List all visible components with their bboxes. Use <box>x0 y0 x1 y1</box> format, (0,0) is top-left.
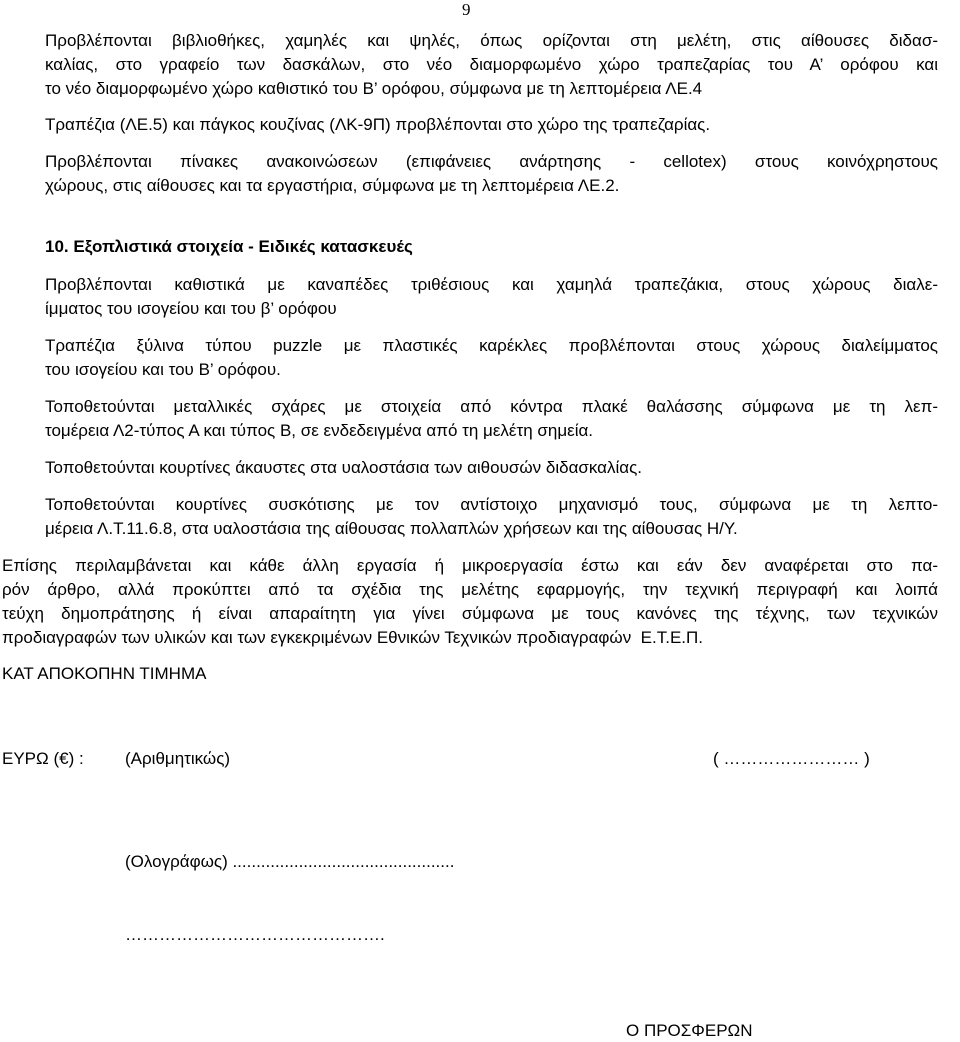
section-heading: 10. Εξοπλιστικά στοιχεία - Ειδικές κατασκευές <box>45 237 413 256</box>
paragraph-curtains: Τοποθετούνται κουρτίνες άκαυστες στα υαλοστάσια των αιθουσών διδασκαλίας. <box>45 458 643 477</box>
text-line: χώρους, στις αίθουσες και τα εργαστήρια, σύμφωνα με τη λεπτομέρεια ΛΕ.2. <box>45 176 620 195</box>
text-line: Προβλέπονται πίνακες ανακοινώσεων (επιφάνειες ανάρτησης - cellotex) στους κοινόχρηστους <box>45 152 938 171</box>
currency-label: ΕΥΡΩ (€) : <box>2 749 84 768</box>
text-line: καλίας, στο γραφείο των δασκάλων, στο νέο διαμορφωμένο χώρο τραπεζαρίας του Α’ ορόφου και <box>45 55 938 74</box>
text-line: προδιαγραφών των υλικών και των εγκεκριμένων Εθνικών Τεχνικών προδιαγραφών Ε.Τ.Ε.Π. <box>2 628 704 647</box>
text-line: Επίσης περιλαμβάνεται και κάθε άλλη εργασία ή μικροεργασία έστω και εάν δεν αναφέρεται στο πα- <box>2 556 938 575</box>
numeric-blank: ( …………………… ) <box>713 749 870 768</box>
price-title: ΚΑΤ ΑΠΟΚΟΠΗΝ ΤΙΜΗΜΑ <box>2 664 207 683</box>
text-line: Τοποθετούνται κουρτίνες συσκότισης με τον αντίστοιχο μηχανισμό τους, σύμφωνα με τη λεπτο- <box>45 495 938 514</box>
text-line: του ισογείου και του Β’ ορόφου. <box>45 360 281 379</box>
words-label: (Ολογράφως) ............................................... <box>125 852 455 871</box>
text-line: τομέρεια Λ2-τύπος Α και τύπος Β, σε ενδεδειγμένα από τη μελέτη σημεία. <box>45 421 594 440</box>
text-line: Τραπέζια ξύλινα τύπου puzzle με πλαστικές καρέκλες προβλέπονται στους χώρους διαλείμματος <box>45 336 938 355</box>
text-line: μέρεια Λ.Τ.11.6.8, στα υαλοστάσια της αίθουσας πολλαπλών χρήσεων και της αίθουσας Η/Υ. <box>45 519 738 538</box>
text-line: τεύχη δημοπράτησης ή είναι απαραίτητη για γίνει σύμφωνα με τους κανόνες της τέχνης, των τεχνικών <box>2 604 938 623</box>
signature-label: Ο ΠΡΟΣΦΕΡΩΝ <box>626 1021 753 1040</box>
text-line: Προβλέπονται καθιστικά με καναπέδες τριθέσιους και χαμηλά τραπεζάκια, στους χώρους διαλε- <box>45 275 938 294</box>
text-line: Προβλέπονται βιβλιοθήκες, χαμηλές και ψηλές, όπως ορίζονται στη μελέτη, στις αίθουσες διδασ- <box>45 31 938 50</box>
text-line: ρόν άρθρο, αλλά προκύπτει από τα σχέδια της μελέτης εφαρμογής, την τεχνική περιγραφή και λοιπά <box>2 580 938 599</box>
numeric-label: (Αριθμητικώς) <box>125 749 231 768</box>
page-number: 9 <box>462 0 471 19</box>
words-blank: ………………………………………. <box>125 925 385 944</box>
text-line: Τοποθετούνται μεταλλικές σχάρες με στοιχεία από κόντρα πλακέ θαλάσσης σύμφωνα με τη λεπ- <box>45 397 938 416</box>
paragraph-tables: Τραπέζια (ΛΕ.5) και πάγκος κουζίνας (ΛΚ-9Π) προβλέπονται στο χώρο της τραπεζαρίας. <box>45 115 711 134</box>
text-line: το νέο διαμορφωμένο χώρο καθιστικό του Β’ ορόφου, σύμφωνα με τη λεπτομέρεια ΛΕ.4 <box>45 79 703 98</box>
text-line: ίμματος του ισογείου και του β’ ορόφου <box>45 299 337 318</box>
